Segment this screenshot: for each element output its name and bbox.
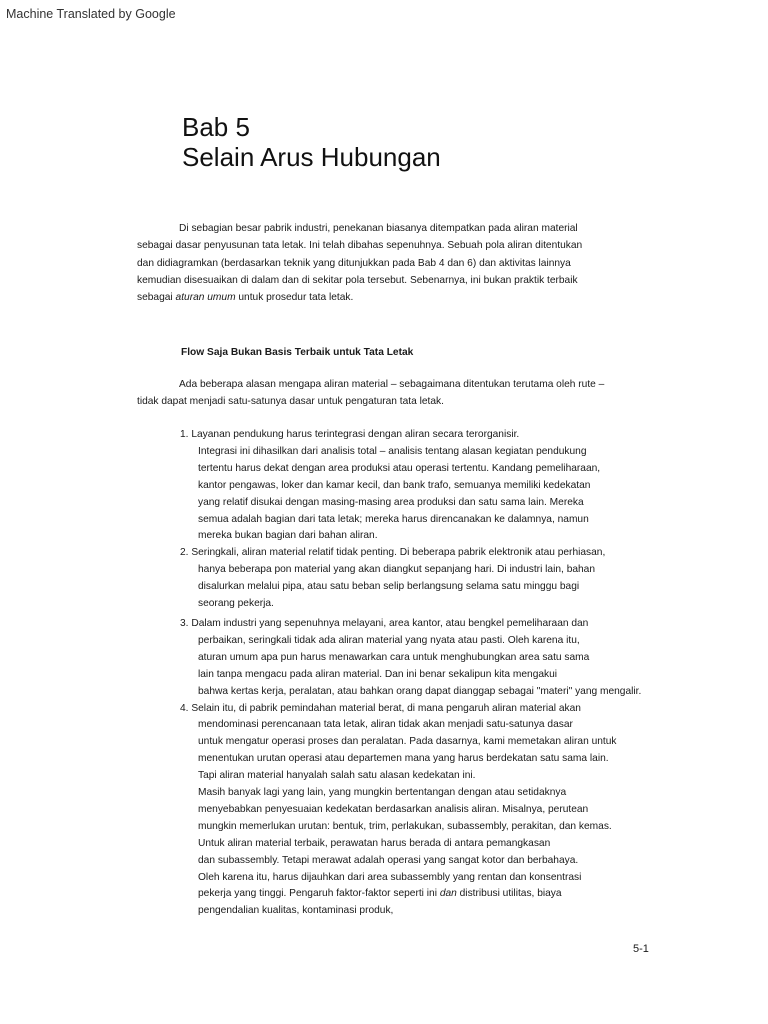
list-item-line: kantor pengawas, loker dan kamar kecil, dan bank trafo, semuanya memiliki kedekatan [198,479,591,491]
list-item-line: pengendalian kualitas, kontaminasi produk, [198,905,394,917]
list-item-line: bahwa kertas kerja, peralatan, atau bahkan orang dapat dianggap sebagai "materi" yang mengalir. [198,685,642,697]
chapter-number: Bab 5 [182,112,250,142]
intro-line: sebagai dasar penyusunan tata letak. Ini telah dibahas sepenuhnya. Sebuah pola aliran ditentukan [137,240,583,252]
list-item-first-line [180,545,641,562]
list-number: 4. [180,702,189,714]
list-item-line: Untuk aliran material terbaik, perawatan harus berada di antara pemangkasan [198,837,551,849]
list-item-line: mendominasi perencanaan tata letak, aliran tidak akan menjadi satu-satunya dasar [198,719,573,731]
list-item-line: dan subassembly. Tetapi merawat adalah operasi yang sangat kotor dan berbahaya. [198,854,579,866]
list-item-line: aturan umum apa pun harus menawarkan cara untuk menghubungkan area satu sama [198,651,590,663]
list-number: 1. [180,429,189,440]
list-item-line: tertentu harus dekat dengan area produksi atau operasi tertentu. Kandang pemeliharaan, [198,462,601,474]
list-item [180,616,641,701]
list-number: 3. [180,617,189,629]
list-item [180,427,641,545]
intro-line [137,289,617,306]
list-item-line: lain tanpa mengacu pada aliran material. Dan ini benar sekalipun kita mengakui [198,668,558,680]
chapter-heading [182,112,441,172]
paragraph-line: Ada beberapa alasan mengapa aliran material – sebagaimana ditentukan terutama oleh rute – [179,379,605,390]
list-item-first-line [180,701,641,718]
list-item-line: untuk mengatur operasi proses dan peralatan. Pada dasarnya, kami memetakan aliran untuk [198,736,617,748]
reasons-paragraph [137,376,604,411]
list-item-line: disalurkan melalui pipa, atau satu beban selip berlangsung selama satu minggu bagi [198,581,580,593]
list-item-text: Dalam industri yang sepenuhnya melayani, area kantor, atau bengkel pemeliharaan dan [191,617,589,629]
list-item-line: Tapi aliran material hanyalah salah satu alasan kedekatan ini. [198,770,476,782]
list-item-line: hanya beberapa pon material yang akan diangkut sepanjang hari. Di industri lain, bahan [198,564,596,576]
list-item-line: Masih banyak lagi yang lain, yang mungkin bertentangan dengan atau setidaknya [198,787,567,799]
list-item-line: mereka bukan bagian dari bahan aliran. [198,530,378,542]
intro-line: kemudian disesuaikan di dalam dan di sekitar pola tersebut. Sebenarnya, ini bukan praktik terbaik [137,274,578,286]
list-item [180,545,641,613]
machine-translation-banner: Machine Translated by Google [6,7,176,21]
list-item-emphasis: dan [439,888,457,900]
list-item-line: seorang pekerja. [198,598,274,610]
list-item-line: menyebabkan penyesuaian kedekatan berdasarkan analisis aliran. Misalnya, perutean [198,803,589,815]
list-item-line: Oleh karena itu, harus dijauhkan dari area subassembly yang rentan dan konsentrasi [198,871,582,883]
intro-paragraph [137,220,617,306]
intro-line: dan didiagramkan (berdasarkan teknik yang ditunjukkan pada Bab 4 dan 6) dan aktivitas lainnya [137,257,571,269]
list-item-first-line [180,427,641,444]
page-number: 5-1 [633,943,649,955]
list-item-first-line [180,616,641,633]
list-item-text: pekerja yang tinggi. Pengaruh faktor-faktor seperti ini [198,888,440,900]
list-item-text: Layanan pendukung harus terintegrasi dengan aliran secara terorganisir. [191,429,520,440]
list-item-text: distribusi utilitas, biaya [456,888,562,900]
reasons-list [180,427,641,920]
chapter-title: Selain Arus Hubungan [182,142,441,172]
intro-text: untuk prosedur tata letak. [235,292,354,304]
paragraph-line: tidak dapat menjadi satu-satunya dasar untuk pengaturan tata letak. [137,396,444,408]
section-heading: Flow Saja Bukan Basis Terbaik untuk Tata Letak [181,347,414,358]
list-number: 2. [180,547,189,559]
list-item-line: mungkin memerlukan urutan: bentuk, trim, perlakukan, subassembly, perakitan, dan kemas. [198,820,612,832]
list-item-line [180,886,641,903]
list-item-text: Selain itu, di pabrik pemindahan material berat, di mana pengaruh aliran material akan [191,702,581,714]
list-item-line: semua adalah bagian dari tata letak; mereka harus direncanakan ke dalamnya, namun [198,513,589,525]
intro-emphasis: aturan umum [175,292,236,304]
intro-text: sebagai [137,292,176,304]
list-item-line: yang relatif disukai dengan masing-masing area produksi dan satu sama lain. Mereka [198,496,584,508]
intro-line: Di sebagian besar pabrik industri, penekanan biasanya ditempatkan pada aliran material [179,223,578,234]
list-item-text: Seringkali, aliran material relatif tidak penting. Di beberapa pabrik elektronik atau perhiasan, [191,547,606,559]
list-item-line: menentukan urutan operasi atau departemen mana yang harus berdekatan satu sama lain. [198,753,609,765]
list-item [180,701,641,921]
list-item-line: perbaikan, seringkali tidak ada aliran material yang nyata atau pasti. Oleh karena itu, [198,634,580,646]
list-item-line: Integrasi ini dihasilkan dari analisis total – analisis tentang alasan kegiatan pendukung [198,445,587,457]
